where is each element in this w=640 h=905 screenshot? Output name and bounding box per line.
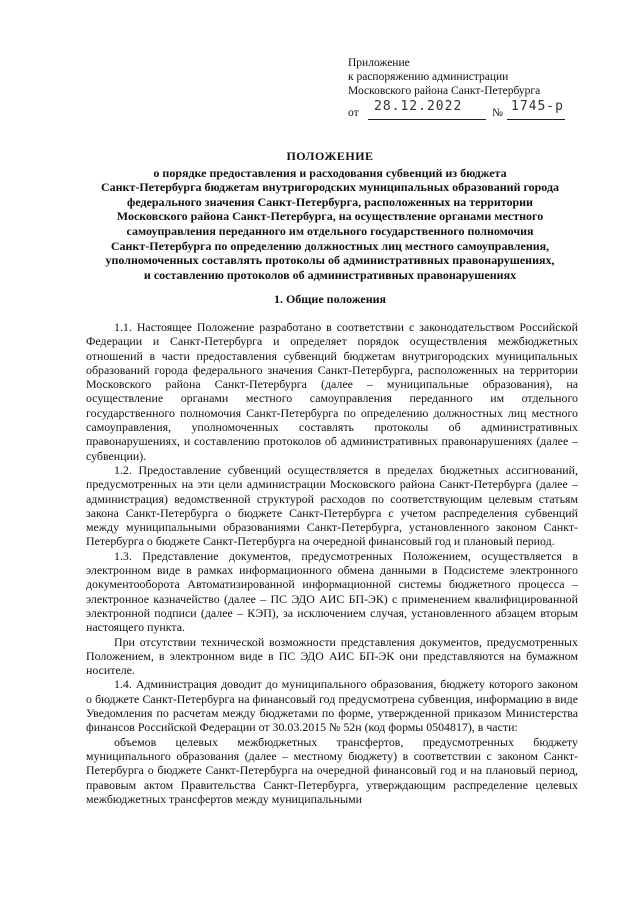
paragraph-1-3: 1.3. Представление документов, предусмотренных Положением, осуществляется в электронном виде в рамках информационного обмена данными в Подсистеме электронного документооборота Автоматизированной информационной системы бюджетного процесса – электронное казначейство (далее – ПС ЭДО АИС БП-ЭК) с применением квалифицированной электронной подписи (далее – КЭП), за исключением случая, установленного абзацем вторым настоящего пункта. (86, 548, 578, 635)
from-label: от (348, 107, 359, 119)
appendix-label: Приложение (348, 57, 410, 69)
title-line: и составлению протоколов об административных правонарушениях (143, 267, 517, 282)
paragraph-1-4: 1.4. Администрация доводит до муниципального образования, бюджету которого законом о бюджете Санкт-Петербурга на финансовый год предусмотрена субвенция, информацию в виде Уведомления по расчетам между бюджетами по форме, утвержденной приказом Министерства финансов Российской Федерации от 30.03.2015 № 52н (код формы 0504817), в части: (86, 677, 578, 735)
number-underline (507, 119, 565, 120)
title-line: самоуправления переданного им отдельного государственного полномочия (126, 223, 534, 238)
title-line: Санкт-Петербурга по определению должностных лиц местного самоуправления, (110, 238, 550, 253)
title-line: федерального значения Санкт-Петербурга, расположенных на территории (127, 194, 533, 209)
document-title (60, 149, 600, 282)
number-label: № (492, 107, 503, 119)
order-date-number (348, 99, 588, 119)
section-heading: 1. Общие положения (273, 292, 387, 306)
title-line: уполномоченных составлять протоколы об административных правонарушениях, (105, 253, 555, 268)
date-underline (368, 119, 486, 120)
title-line: о порядке предоставления и расходования субвенций из бюджета (153, 165, 507, 180)
paragraph-1-3-exception: При отсутствии технической возможности представления документов, предусмотренных Положением, в электронном виде в ПС ЭДО АИС БП-ЭК они представляются на бумажном носителе. (86, 634, 578, 678)
appendix-district: Московского района Санкт-Петербурга (348, 85, 541, 97)
paragraph-1-4-item: объемов целевых межбюджетных трансфертов, предусмотренных бюджету муниципального образования (далее – местному бюджету) в соответствии с законом Санкт-Петербурга о бюджете Санкт-Петербурга на очередной финансовый год и на плановый период, правовым актом Правительства Санкт-Петербурга, утверждающим распределение целевых межбюджетных трансфертов между муниципальными (86, 734, 578, 806)
order-date: 28.12.2022 (374, 99, 463, 114)
appendix-header (348, 56, 540, 98)
title-line: Московского района Санкт-Петербурга, на осуществление органами местного (116, 209, 544, 224)
title-line: Санкт-Петербурга бюджетам внутригородских муниципальных образований города (100, 180, 560, 195)
document-body (86, 320, 578, 806)
order-number: 1745-р (511, 99, 564, 114)
title-heading: ПОЛОЖЕНИЕ (286, 149, 374, 163)
paragraph-1-2: 1.2. Предоставление субвенций осуществляется в пределах бюджетных ассигнований, предусмотренных на эти цели администрации Московского района Санкт-Петербурга (далее – администрация) ведомственной структурой расходов по соответствующим целевым статьям закона Санкт-Петербурга о бюджете Санкт-Петербурга с учетом распределения субвенций между муниципальными образованиями Санкт-Петербурга, установленного законом Санкт-Петербурга о бюджете Санкт-Петербурга на очередной финансовый год и плановый период. (86, 462, 578, 549)
paragraph-1-1: 1.1. Настоящее Положение разработано в соответствии с законодательством Российской Федерации и Санкт-Петербурга и определяет порядок осуществления межбюджетных отношений в части предоставления субвенций бюджетам внутригородских муниципальных образований города федерального значения Санкт-Петербурга, расположенных на территории Московского района Санкт-Петербурга (далее – муниципальные образования), на осуществление органами местного самоуправления переданного им отдельного государственного полномочия Санкт-Петербурга по определению должностных лиц местного самоуправления, уполномоченных составлять протоколы об административных правонарушениях, и составлению протоколов об административных правонарушениях (далее – субвенции). (86, 320, 578, 463)
appendix-reference: к распоряжению администрации (348, 71, 509, 83)
